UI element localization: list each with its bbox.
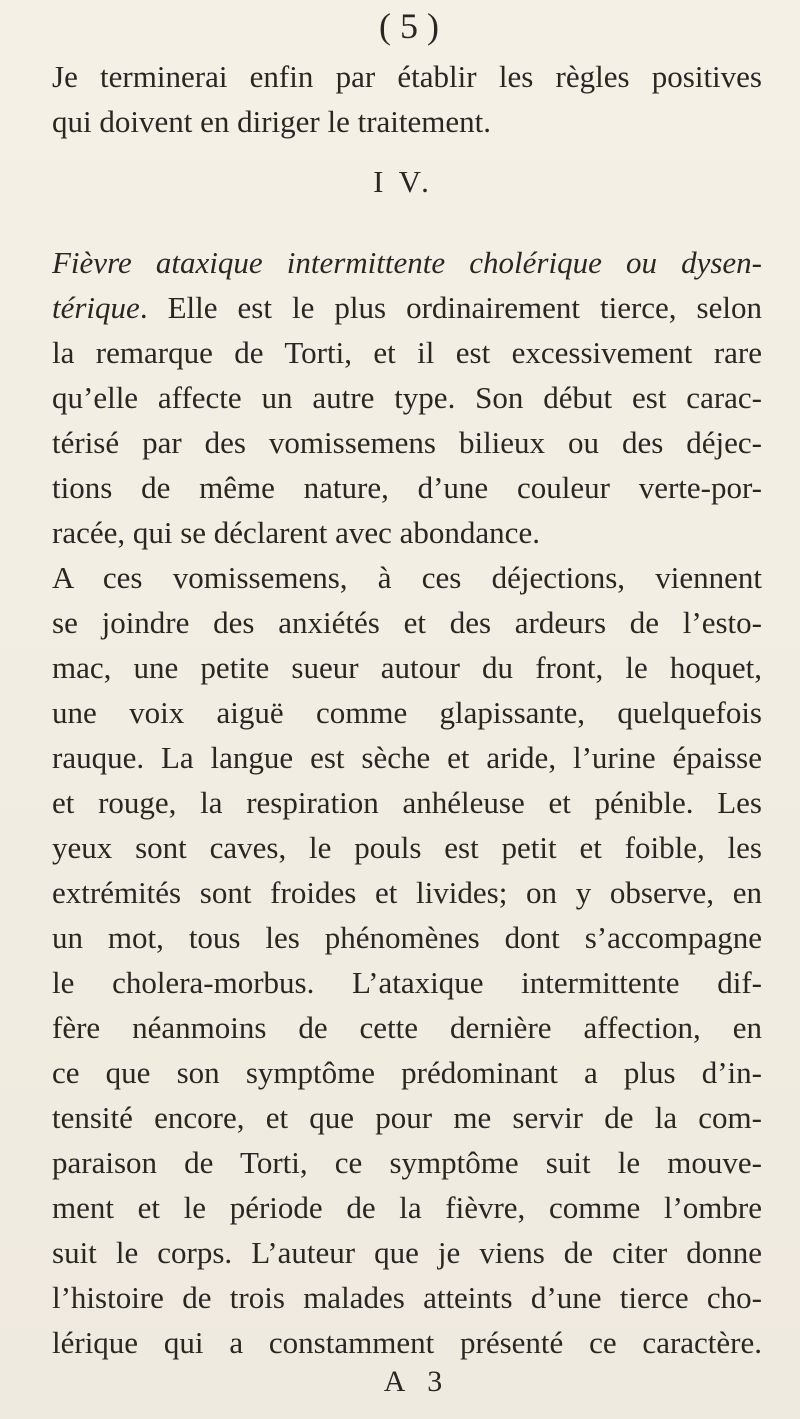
text-line: une voix aiguë comme glapissante, quelquefois: [52, 695, 762, 730]
text-line: se joindre des anxiétés et des ardeurs de l’esto-: [52, 605, 762, 640]
text-line: paraison de Torti, ce symptôme suit le mouve-: [52, 1145, 762, 1180]
text-fragment: . Elle est le plus ordinairement tierce, selon: [139, 290, 762, 325]
text-line: et rouge, la respiration anhéleuse et pénible. Les: [52, 785, 762, 820]
text-line: tions de même nature, d’une couleur verte-por-: [52, 470, 762, 505]
text-line: ce que son symptôme prédominant a plus d’in-: [52, 1055, 762, 1090]
intro-paragraph: [52, 54, 762, 144]
text-line: tensité encore, et que pour me servir de la com-: [52, 1100, 762, 1135]
text-line: extrémités sont froides et livides; on y observe, en: [52, 875, 762, 910]
text-line: [52, 285, 762, 330]
text-line: A ces vomissemens, à ces déjections, viennent: [52, 560, 762, 595]
body-text: [52, 240, 762, 1365]
page-number: ( 5 ): [379, 6, 439, 46]
text-line: qui doivent en diriger le traitement.: [52, 104, 492, 139]
text-line: Je terminerai enfin par établir les règles positives: [52, 59, 762, 94]
text-line: le cholera-morbus. L’ataxique intermittente dif-: [52, 965, 762, 1000]
text-line: rauque. La langue est sèche et aride, l’urine épaisse: [52, 740, 762, 775]
text-line: mac, une petite sueur autour du front, le hoquet,: [52, 650, 762, 685]
text-line: [52, 240, 762, 285]
text-line: qu’elle affecte un autre type. Son début est carac-: [52, 380, 762, 415]
text-line: racée, qui se déclarent avec abondance.: [52, 515, 540, 550]
text-line: térisé par des vomissemens bilieux ou des déjec-: [52, 425, 762, 460]
text-line: l’histoire de trois malades atteints d’une tierce cho-: [52, 1280, 762, 1315]
text-line: lérique qui a constamment présenté ce caractère.: [52, 1325, 762, 1360]
text-line: suit le corps. L’auteur que je viens de citer donne: [52, 1235, 762, 1270]
text-line: ment et le période de la fièvre, comme l’ombre: [52, 1190, 762, 1225]
signature-mark: A 3: [383, 1365, 451, 1398]
text-line: yeux sont caves, le pouls est petit et foible, les: [52, 830, 762, 865]
text-line: fère néanmoins de cette dernière affection, en: [52, 1010, 762, 1045]
text-line: un mot, tous les phénomènes dont s’accompagne: [52, 920, 762, 955]
text-line: la remarque de Torti, et il est excessivement rare: [52, 335, 762, 370]
section-title-part1: Fièvre ataxique intermittente cholérique ou dysen-: [52, 245, 762, 280]
section-title-part2: térique: [52, 290, 140, 325]
section-heading: I V.: [373, 164, 433, 199]
